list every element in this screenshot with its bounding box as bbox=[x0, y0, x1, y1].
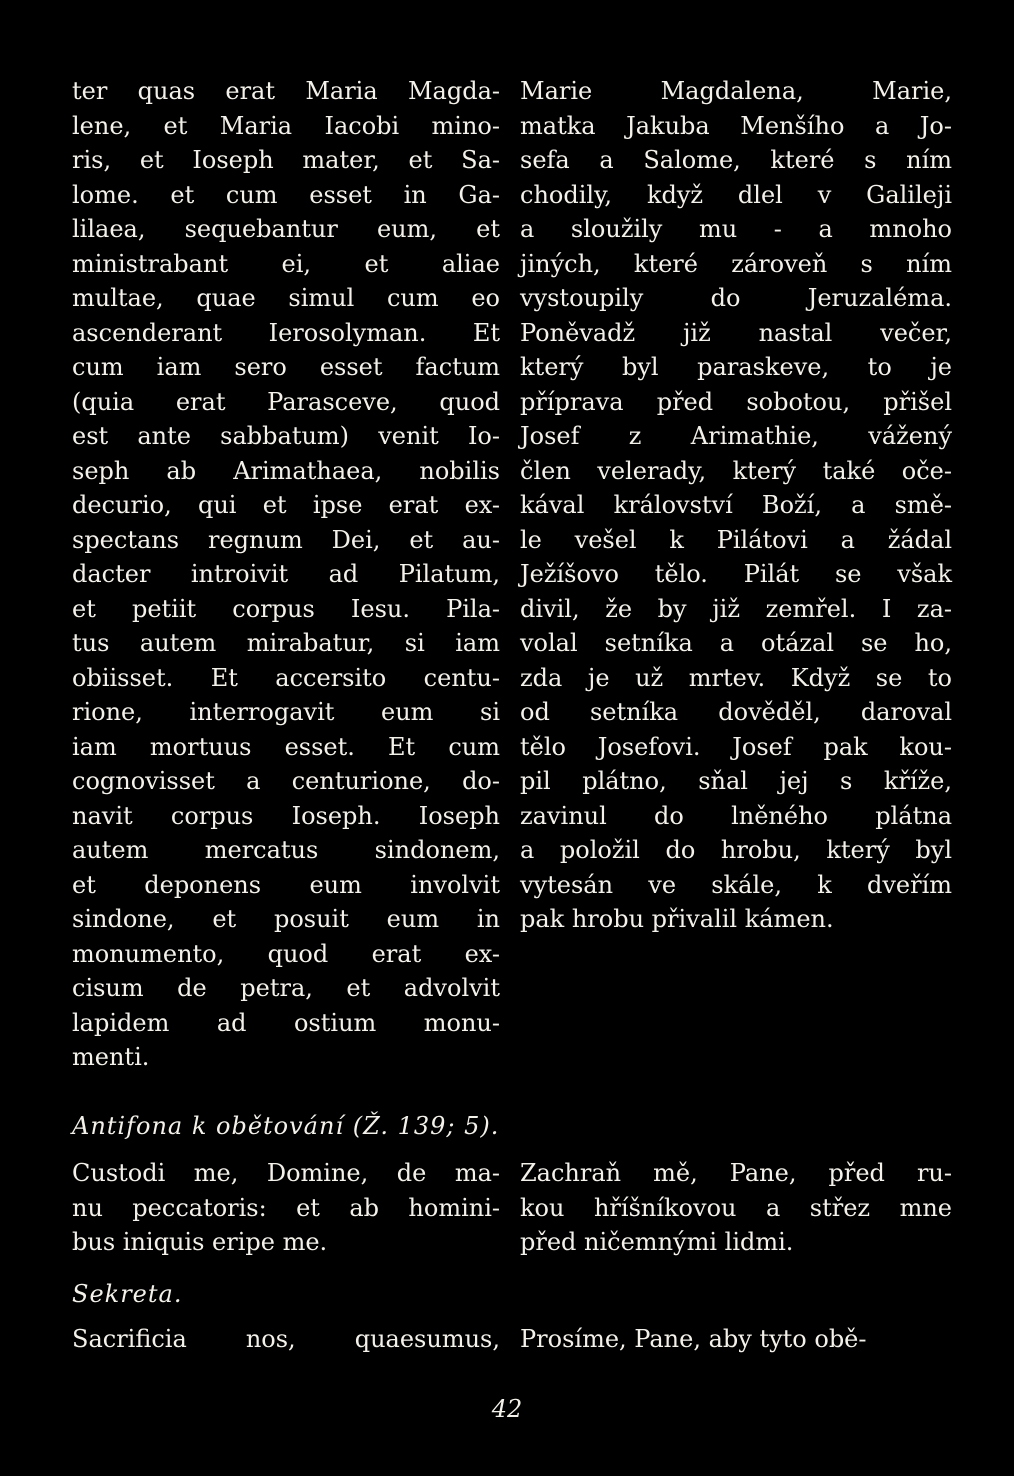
text-line: matka Jakuba Menšího a Jo- bbox=[520, 111, 952, 140]
text-line: člen velerady, který také oče- bbox=[520, 456, 952, 485]
text-line: zavinul do lněného plátna bbox=[520, 801, 952, 830]
text-line: seph ab Arimathaea, nobilis bbox=[72, 456, 500, 485]
text-line: a položil do hrobu, který byl bbox=[520, 836, 952, 864]
text-line: který byl paraskeve, to je bbox=[520, 353, 952, 381]
text-line: ministrabant ei, et aliae bbox=[72, 249, 500, 278]
text-line: tus autem mirabatur, si iam bbox=[72, 629, 500, 657]
text-line: et petiit corpus Iesu. Pila- bbox=[72, 594, 500, 623]
text-line: Marie Magdalena, Marie, bbox=[520, 77, 952, 105]
text-line: lene, et Maria Iacobi mino- bbox=[72, 111, 500, 140]
text-line: (quia erat Parasceve, quod bbox=[72, 387, 500, 416]
text-line: zda je už mrtev. Když se to bbox=[520, 663, 952, 692]
text-line: Poněvadž již nastal večer, bbox=[520, 318, 952, 347]
text-line: a sloužily mu - a mnoho bbox=[520, 215, 952, 243]
text-line: cognovisset a centurione, do- bbox=[72, 767, 500, 795]
text-line: rione, interrogavit eum si bbox=[72, 698, 500, 726]
text-line: autem mercatus sindonem, bbox=[72, 836, 500, 864]
text-line: nu peccatoris: et ab homini- bbox=[72, 1193, 500, 1222]
gospel-latin-column bbox=[72, 74, 500, 1075]
text-line: decurio, qui et ipse erat ex- bbox=[72, 491, 500, 519]
text-line: et deponens eum involvit bbox=[72, 870, 500, 899]
text-line: pak hrobu přivalil kámen. bbox=[520, 905, 834, 933]
offertory-latin-column bbox=[72, 1156, 500, 1260]
text-line: monumento, quod erat ex- bbox=[72, 939, 500, 968]
text-line: kou hříšníkovou a střez mne bbox=[520, 1193, 952, 1222]
text-line: pil plátno, sňal jej s kříže, bbox=[520, 767, 952, 795]
text-line: obiisset. Et accersito centu- bbox=[72, 663, 500, 692]
text-line: sefa a Salome, které s ním bbox=[520, 146, 952, 174]
text-line: Zachraň mě, Pane, před ru- bbox=[520, 1159, 952, 1187]
text-line: spectans regnum Dei, et au- bbox=[72, 525, 500, 554]
text-line: cisum de petra, et advolvit bbox=[72, 974, 500, 1002]
gospel-czech-column bbox=[520, 74, 952, 937]
text-line: Sacrificia nos, quaesumus, bbox=[72, 1325, 500, 1353]
text-line: od setníka dověděl, daroval bbox=[520, 698, 952, 726]
text-line: chodily, když dlel v Galileji bbox=[520, 180, 952, 209]
text-line: cum iam sero esset factum bbox=[72, 353, 500, 381]
secret-heading: Sekreta. bbox=[72, 1280, 183, 1308]
text-line: ascenderant Ierosolyman. Et bbox=[72, 318, 500, 347]
text-line: Ježíšovo tělo. Pilát se však bbox=[520, 560, 952, 588]
text-line: sindone, et posuit eum in bbox=[72, 905, 500, 933]
text-line: bus iniquis eripe me. bbox=[72, 1228, 328, 1256]
text-line: ter quas erat Maria Magda- bbox=[72, 77, 500, 105]
offertory-heading: Antifona k obětování (Ž. 139; 5). bbox=[72, 1112, 500, 1140]
text-line: příprava před sobotou, přišel bbox=[520, 387, 952, 416]
text-line: le vešel k Pilátovi a žádal bbox=[520, 525, 952, 554]
text-line: lome. et cum esset in Ga- bbox=[72, 180, 500, 209]
text-line: volal setníka a otázal se ho, bbox=[520, 629, 952, 657]
text-line: kával království Boží, a smě- bbox=[520, 491, 952, 519]
text-line: lilaea, sequebantur eum, et bbox=[72, 215, 500, 243]
text-line: lapidem ad ostium monu- bbox=[72, 1008, 500, 1037]
text-line: ris, et Ioseph mater, et Sa- bbox=[72, 146, 500, 174]
text-line: menti. bbox=[72, 1043, 150, 1071]
text-line: divil, že by již zemřel. I za- bbox=[520, 594, 952, 623]
text-line: Prosíme, Pane, aby tyto obě- bbox=[520, 1325, 867, 1353]
text-line: Custodi me, Domine, de ma- bbox=[72, 1159, 500, 1187]
text-line: vystoupily do Jeruzaléma. bbox=[520, 284, 952, 312]
text-line: navit corpus Ioseph. Ioseph bbox=[72, 801, 500, 830]
text-line: dacter introivit ad Pilatum, bbox=[72, 560, 500, 588]
text-line: vytesán ve skále, k dveřím bbox=[520, 870, 952, 899]
secret-latin-column bbox=[72, 1322, 500, 1357]
offertory-czech-column bbox=[520, 1156, 952, 1260]
text-line: est ante sabbatum) venit Io- bbox=[72, 422, 500, 450]
text-line: jiných, které zároveň s ním bbox=[520, 249, 952, 278]
text-line: multae, quae simul cum eo bbox=[72, 284, 500, 312]
page-number: 42 bbox=[491, 1395, 523, 1423]
secret-czech-column bbox=[520, 1322, 952, 1357]
text-line: před ničemnými lidmi. bbox=[520, 1228, 794, 1256]
text-line: iam mortuus esset. Et cum bbox=[72, 732, 500, 761]
text-line: Josef z Arimathie, vážený bbox=[520, 422, 952, 450]
text-line: tělo Josefovi. Josef pak kou- bbox=[520, 732, 952, 761]
